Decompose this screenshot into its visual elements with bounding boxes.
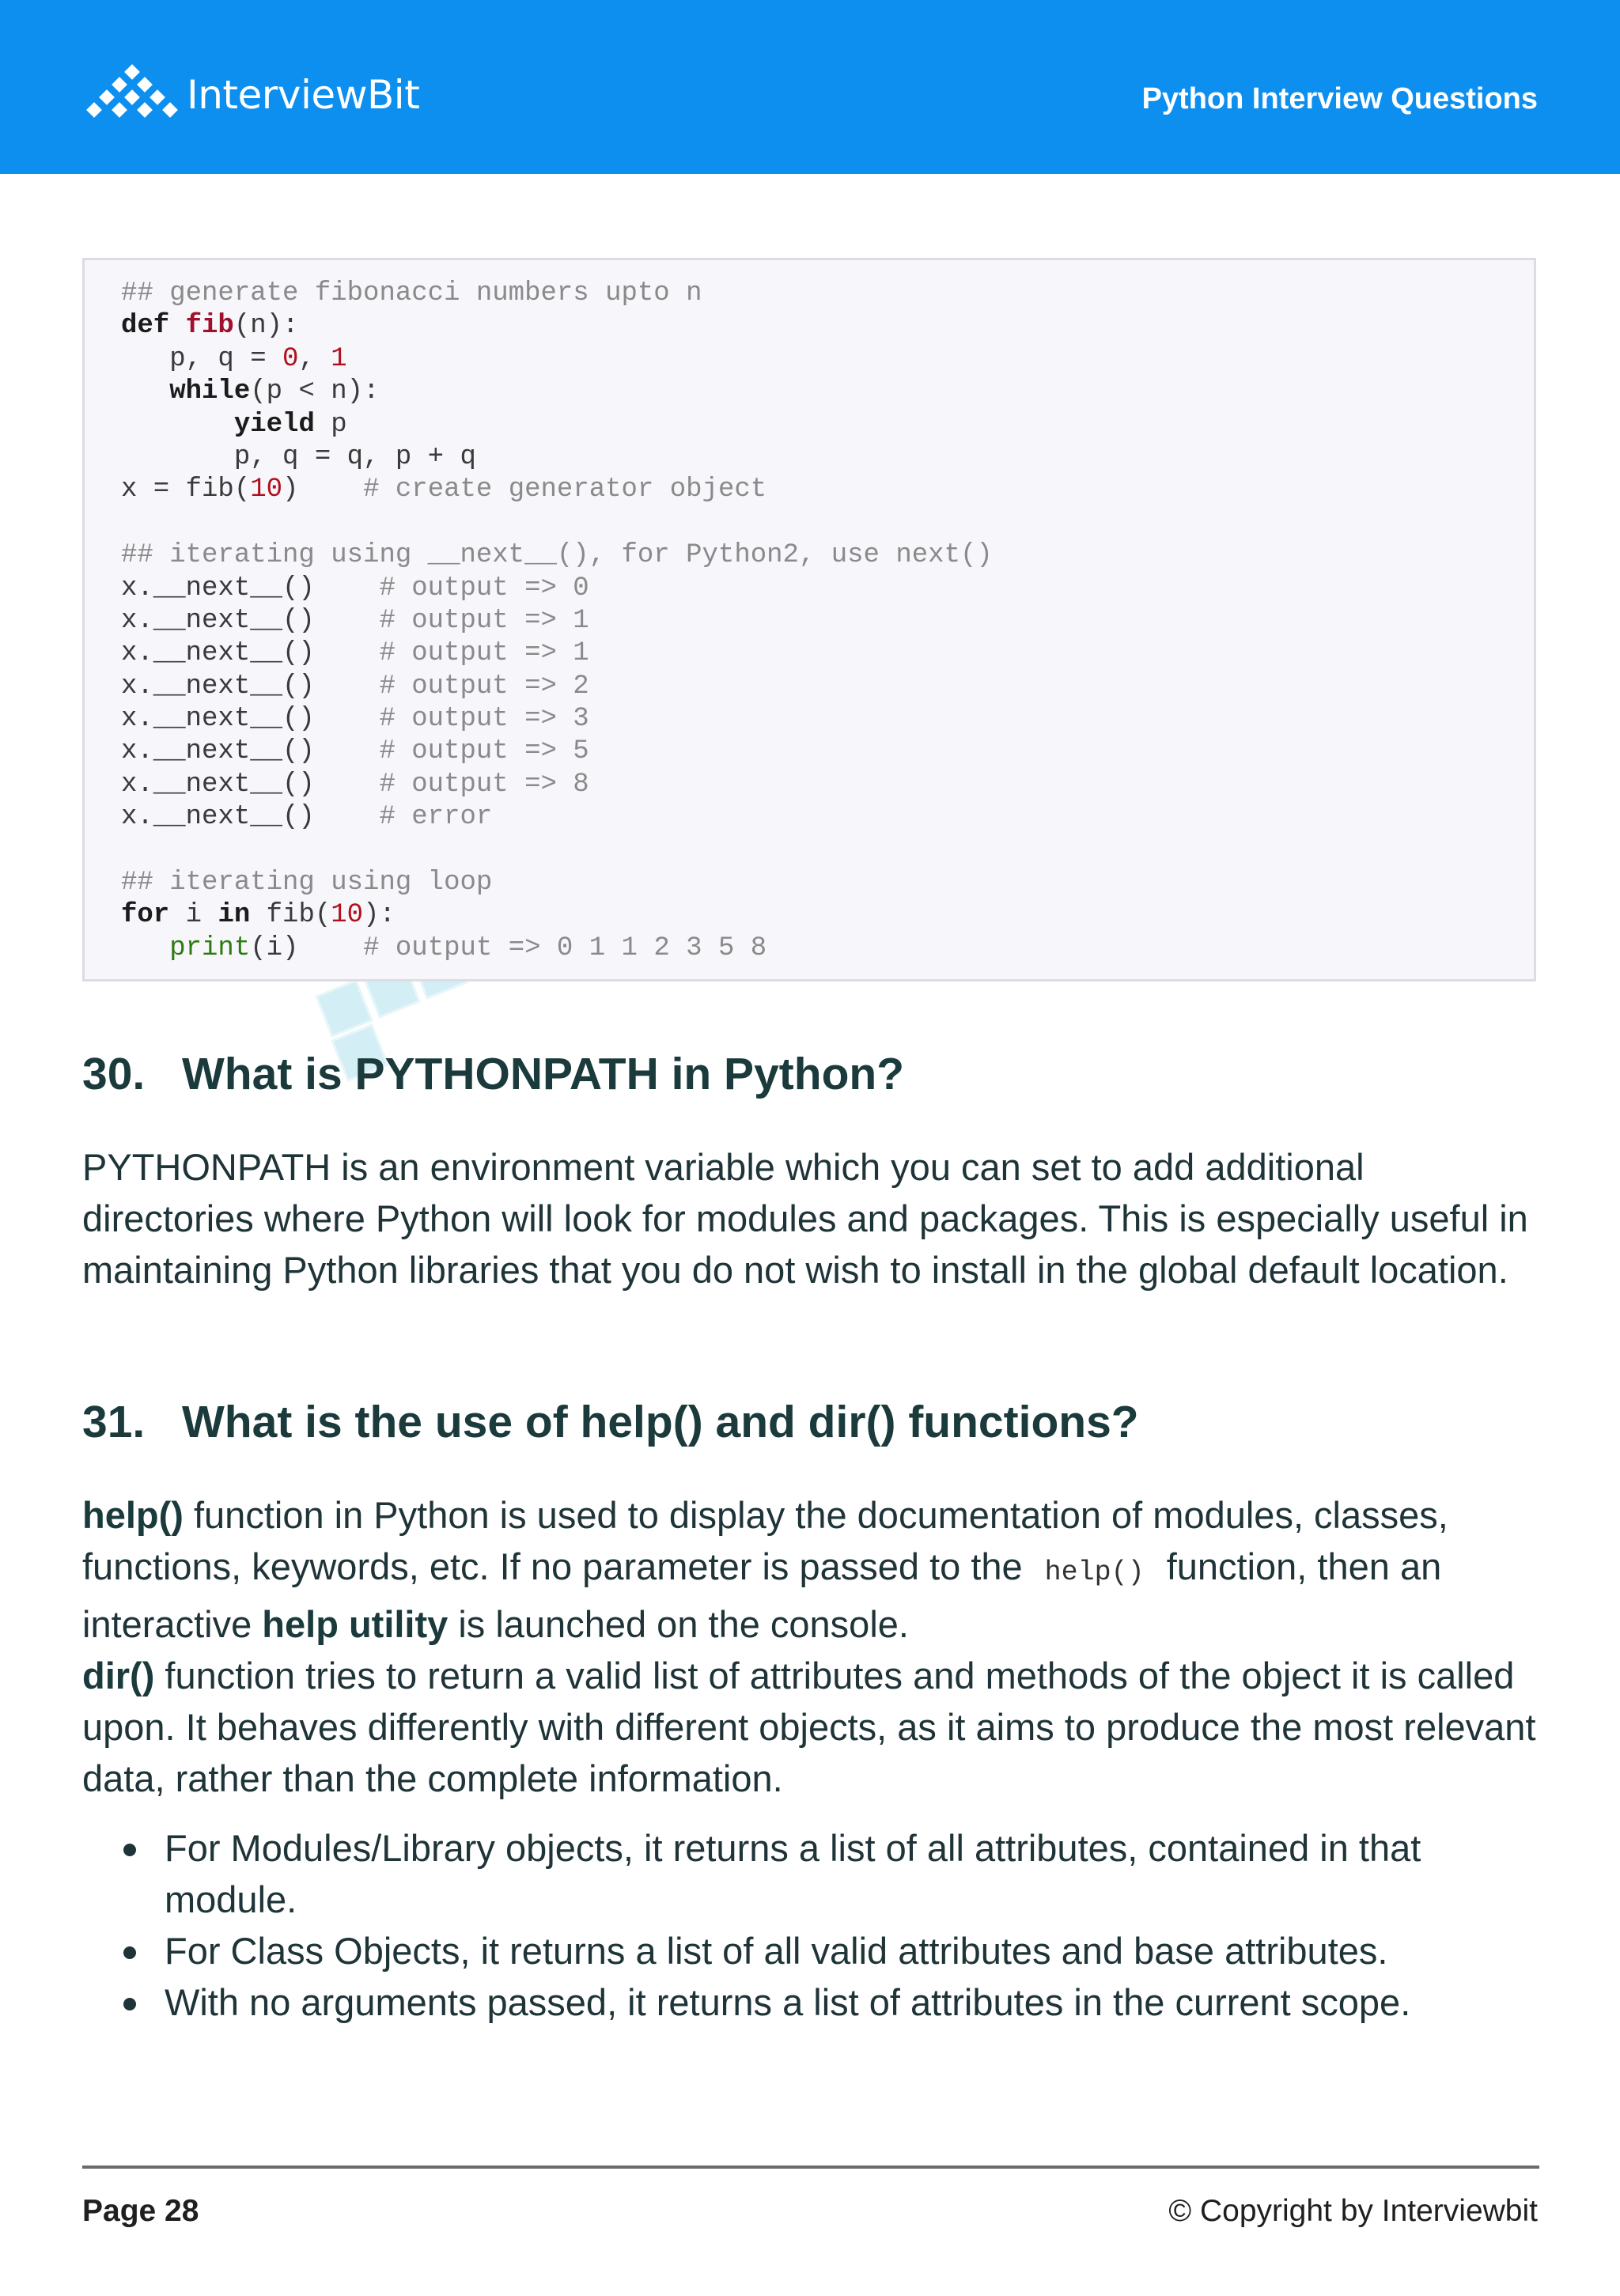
code-token: x.__next__() xyxy=(121,736,380,767)
dir-text: function tries to return a valid list of attributes and methods of the object it is called upon. It behaves differently with different objects, as it aims to produce the most relevant data, rather than the complete information. xyxy=(82,1655,1536,1799)
code-line xyxy=(121,867,993,899)
code-token: p, q = q, p + q xyxy=(121,441,476,472)
code-line xyxy=(121,441,993,474)
code-token: x.__next__() xyxy=(121,638,380,669)
code-token: ## generate fibonacci numbers upto n xyxy=(121,278,702,308)
code-token: p, q = xyxy=(121,343,283,374)
code-token: x.__next__() xyxy=(121,704,380,735)
logo-diamond-icon xyxy=(82,63,180,127)
help-text-3: is launched on the console. xyxy=(448,1603,909,1645)
code-token: # output => 0 xyxy=(379,573,589,603)
question-31-answer xyxy=(82,1489,1546,1804)
code-line xyxy=(121,671,993,703)
help-term: help() xyxy=(82,1494,184,1536)
code-token: (i) xyxy=(250,932,364,963)
code-token: 10 xyxy=(250,475,283,505)
code-token: in xyxy=(218,900,251,931)
code-line xyxy=(121,932,993,965)
code-token: # output => 8 xyxy=(379,769,589,800)
help-inline-code: help() xyxy=(1044,1557,1145,1588)
help-text-1: function in Python is used to display the documentation of modules, classes, functions, keywords, etc. If no parameter is passed to the xyxy=(82,1494,1448,1587)
code-token: # output => 3 xyxy=(379,704,589,735)
code-token xyxy=(121,410,234,440)
code-token: ) xyxy=(282,475,364,505)
code-line xyxy=(121,703,993,736)
question-31-heading xyxy=(82,1396,1139,1448)
list-item: For Class Objects, it returns a list of all valid attributes and base attributes. xyxy=(82,1925,1546,1976)
copyright-notice: © Copyright by Interviewbit xyxy=(1168,2194,1538,2228)
code-line xyxy=(121,507,993,539)
code-line xyxy=(121,474,993,506)
code-line xyxy=(121,769,993,801)
question-31-title: What is the use of help() and dir() functions? xyxy=(182,1397,1139,1447)
code-token: x.__next__() xyxy=(121,671,380,702)
code-line xyxy=(121,278,993,310)
code-line xyxy=(121,310,993,342)
code-token: fib( xyxy=(250,900,331,931)
interviewbit-logo xyxy=(82,63,419,127)
code-token: ## iterating using loop xyxy=(121,868,493,898)
code-line xyxy=(121,736,993,768)
code-token xyxy=(169,311,185,341)
code-token: 1 xyxy=(331,343,347,374)
question-31-number: 31. xyxy=(82,1397,146,1447)
code-token: # error xyxy=(379,802,493,833)
code-token: print xyxy=(169,932,251,963)
code-block xyxy=(82,258,1536,982)
code-line xyxy=(121,834,993,867)
code-token: ): xyxy=(363,900,396,931)
code-lines xyxy=(121,278,993,965)
code-line xyxy=(121,801,993,834)
code-line xyxy=(121,605,993,637)
code-line xyxy=(121,343,993,376)
list-item: For Modules/Library objects, it returns a list of all attributes, contained in that module. xyxy=(82,1822,1546,1925)
code-token: # output => 0 1 1 2 3 5 8 xyxy=(363,932,767,963)
page-header xyxy=(0,0,1620,174)
code-line xyxy=(121,637,993,670)
question-30-number: 30. xyxy=(82,1049,146,1099)
dir-behaviour-list xyxy=(82,1822,1546,2028)
code-token: , xyxy=(298,343,331,374)
footer-divider xyxy=(82,2166,1539,2169)
code-token: 10 xyxy=(331,900,364,931)
question-30-title: What is PYTHONPATH in Python? xyxy=(182,1049,905,1099)
question-30-answer: PYTHONPATH is an environment variable which you can set to add additional directories where Python will look for modules and packages. This is especially useful in maintaining Python libraries that you do not wish to install in the global default location. xyxy=(82,1146,1528,1291)
code-line xyxy=(121,376,993,408)
question-30-heading xyxy=(82,1048,904,1100)
code-line xyxy=(121,409,993,441)
code-token: def xyxy=(121,311,170,342)
code-token: # output => 1 xyxy=(379,638,589,669)
help-text-2: function, then an interactive xyxy=(82,1545,1442,1645)
code-token: x.__next__() xyxy=(121,802,380,833)
page-number: Page 28 xyxy=(82,2194,199,2228)
code-token: x.__next__() xyxy=(121,573,380,603)
code-token xyxy=(121,933,169,963)
list-item: With no arguments passed, it returns a list of attributes in the current scope. xyxy=(82,1976,1546,2028)
code-line xyxy=(121,899,993,932)
code-token: fib xyxy=(185,311,234,342)
dir-term: dir() xyxy=(82,1655,155,1696)
code-token: x.__next__() xyxy=(121,605,380,636)
code-token: p xyxy=(314,409,347,440)
code-line xyxy=(121,539,993,572)
code-token: yield xyxy=(233,409,315,440)
code-token: i xyxy=(169,900,218,931)
code-token: for xyxy=(121,900,170,931)
code-token: # output => 2 xyxy=(379,671,589,702)
code-token: (p < n): xyxy=(250,376,380,407)
code-token: x.__next__() xyxy=(121,769,380,800)
code-token: (n): xyxy=(233,311,299,342)
code-token: while xyxy=(169,376,251,407)
code-token: # output => 5 xyxy=(379,736,589,767)
help-utility-term: help utility xyxy=(262,1603,449,1645)
document-title: Python Interview Questions xyxy=(1141,82,1538,115)
logo-wordmark: InterviewBit xyxy=(187,72,420,118)
code-token: 0 xyxy=(282,343,299,374)
code-line xyxy=(121,573,993,605)
code-token xyxy=(121,376,169,407)
code-token: # output => 1 xyxy=(379,605,589,636)
code-token: # create generator object xyxy=(363,475,767,505)
code-token: x = fib( xyxy=(121,475,251,505)
code-token: ## iterating using __next__(), for Python2, use next() xyxy=(121,540,993,571)
